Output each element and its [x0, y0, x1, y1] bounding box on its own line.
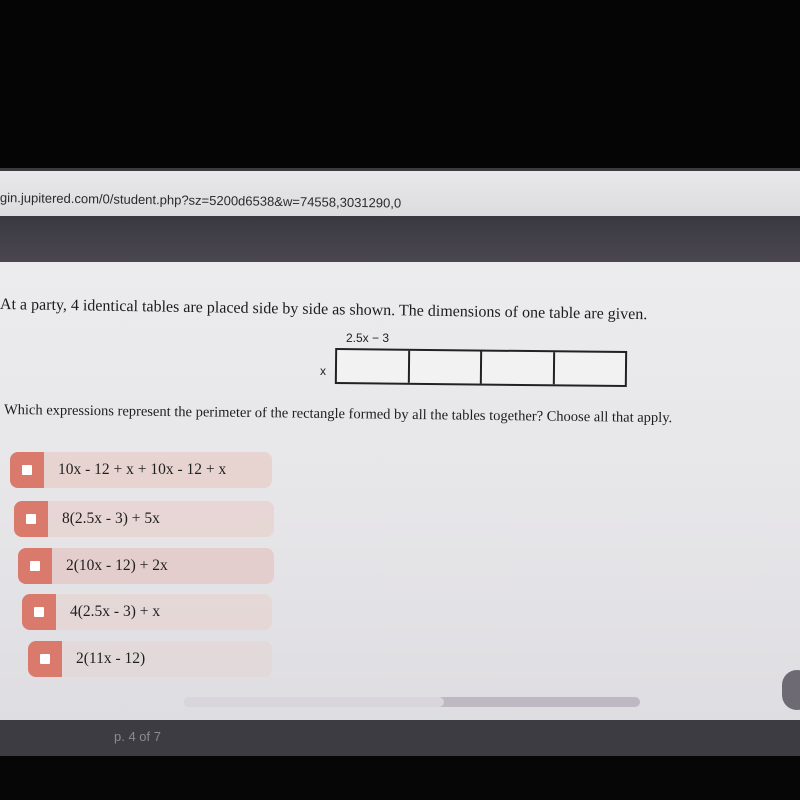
answer-option-5[interactable]	[28, 641, 272, 677]
answer-text[interactable]: 2(10x - 12) + 2x	[66, 557, 168, 574]
table-rectangle	[482, 352, 555, 385]
checkbox-icon[interactable]	[22, 465, 32, 475]
answer-option-3[interactable]	[18, 548, 274, 584]
monitor-bezel-top	[0, 0, 800, 170]
table-rectangle	[409, 351, 482, 384]
answer-tab[interactable]	[28, 641, 62, 677]
answer-option-2[interactable]	[14, 501, 274, 537]
question-prompt: Which expressions represent the perimeter of the rectangle formed by all the tables together? Choose all that apply.	[3, 402, 673, 427]
answer-text[interactable]: 4(2.5x - 3) + x	[70, 603, 161, 620]
answer-option-4[interactable]	[22, 594, 272, 630]
answer-text[interactable]: 8(2.5x - 3) + 5x	[62, 510, 160, 527]
answer-option-1[interactable]	[10, 452, 272, 488]
tables-diagram	[335, 348, 627, 387]
checkbox-icon[interactable]	[40, 654, 50, 664]
answer-tab[interactable]	[18, 548, 52, 584]
table-rectangle	[554, 352, 625, 385]
page-indicator: p. 4 of 7	[114, 729, 161, 744]
checkbox-icon[interactable]	[26, 514, 36, 524]
answer-text[interactable]: 2(11x - 12)	[76, 650, 146, 667]
answer-text[interactable]: 10x - 12 + x + 10x - 12 + x	[58, 461, 227, 478]
app-header	[0, 216, 800, 262]
progress-fill	[184, 697, 444, 707]
table-rectangle	[337, 350, 410, 383]
checkbox-icon[interactable]	[34, 607, 44, 617]
table-width-label: 2.5x − 3	[346, 331, 390, 345]
checkbox-icon[interactable]	[30, 561, 40, 571]
question-text: At a party, 4 identical tables are placed side by side as shown. The dimensions of one table are given.	[0, 296, 648, 324]
table-height-label: x	[320, 364, 326, 378]
answer-tab[interactable]	[10, 452, 44, 488]
monitor-bezel-bottom	[0, 756, 800, 800]
answer-tab[interactable]	[22, 594, 56, 630]
next-arrow-button[interactable]	[782, 670, 800, 710]
answer-tab[interactable]	[14, 501, 48, 537]
progress-bar	[184, 697, 640, 707]
browser-url[interactable]: gin.jupitered.com/0/student.php?sz=5200d6538&w=74558,3031290,0	[0, 190, 402, 211]
